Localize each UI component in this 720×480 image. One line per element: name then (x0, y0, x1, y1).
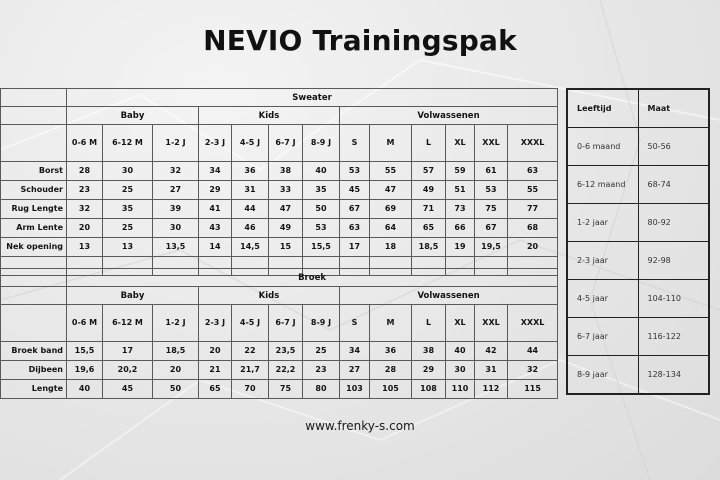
table-cell: 57 (412, 162, 446, 181)
table-cell: 103 (340, 380, 370, 399)
age-cell: 1-2 jaar (568, 204, 639, 242)
age-cell: 0-6 maand (568, 128, 639, 166)
broek-heading: Broek (67, 269, 558, 287)
table-cell: 20 (199, 342, 232, 361)
size-header: 8-9 J (303, 125, 340, 162)
age-table-header-row (568, 90, 709, 128)
age-table-row (568, 242, 709, 280)
table-cell: 21 (199, 361, 232, 380)
age-table-row (568, 356, 709, 394)
table-cell: 65 (412, 219, 446, 238)
table-cell: 49 (412, 181, 446, 200)
size-header: L (412, 305, 446, 342)
age-size-table (567, 89, 709, 394)
table-cell: 18 (370, 238, 412, 257)
table-cell: 40 (446, 342, 475, 361)
size-range-cell: 80-92 (638, 204, 709, 242)
table-cell: 19,6 (67, 361, 103, 380)
table-cell: 20 (67, 219, 103, 238)
table-cell: 29 (412, 361, 446, 380)
table-cell: 20 (153, 361, 199, 380)
table-cell: 51 (446, 181, 475, 200)
age-table-row (568, 318, 709, 356)
table-cell: 66 (446, 219, 475, 238)
table-cell: 33 (269, 181, 303, 200)
size-header: 4-5 J (232, 305, 269, 342)
corner-cell (1, 89, 67, 107)
table-cell: 50 (303, 200, 340, 219)
table-cell: 75 (269, 380, 303, 399)
size-range-cell: 92-98 (638, 242, 709, 280)
size-range-cell: 68-74 (638, 166, 709, 204)
table-cell: 40 (67, 380, 103, 399)
age-header-maat: Maat (638, 90, 709, 128)
size-header: XXXL (508, 305, 558, 342)
table-cell: 27 (340, 361, 370, 380)
table-cell: 44 (508, 342, 558, 361)
table-cell: 108 (412, 380, 446, 399)
group-header: Baby (67, 107, 199, 125)
table-cell: 45 (103, 380, 153, 399)
table-cell: 61 (475, 162, 508, 181)
table-cell: 25 (103, 181, 153, 200)
age-header-leeftijd: Leeftijd (568, 90, 639, 128)
broek-group-row (1, 287, 558, 305)
size-header: 0-6 M (67, 305, 103, 342)
table-cell: 47 (370, 181, 412, 200)
table-cell: 39 (153, 200, 199, 219)
table-cell: 65 (199, 380, 232, 399)
size-header: 6-12 M (103, 125, 153, 162)
row-label: Schouder (1, 181, 67, 200)
table-cell: 15 (269, 238, 303, 257)
table-cell: 30 (103, 162, 153, 181)
age-cell: 6-12 maand (568, 166, 639, 204)
table-cell: 63 (340, 219, 370, 238)
table-cell: 29 (199, 181, 232, 200)
table-cell: 42 (475, 342, 508, 361)
table-cell: 19 (446, 238, 475, 257)
size-header: M (370, 125, 412, 162)
row-label: Dijbeen (1, 361, 67, 380)
table-cell: 68 (508, 219, 558, 238)
table-cell: 70 (232, 380, 269, 399)
table-row (1, 200, 558, 219)
table-cell: 28 (370, 361, 412, 380)
broek-size-row (1, 305, 558, 342)
table-cell: 47 (269, 200, 303, 219)
broek-size-table (0, 268, 558, 399)
size-header: 2-3 J (199, 305, 232, 342)
table-cell: 112 (475, 380, 508, 399)
group-header: Baby (67, 287, 199, 305)
size-header: M (370, 305, 412, 342)
table-cell: 46 (232, 219, 269, 238)
page-title: NEVIO Trainingspak (203, 24, 517, 57)
table-cell: 115 (508, 380, 558, 399)
table-cell: 55 (370, 162, 412, 181)
size-header: 1-2 J (153, 125, 199, 162)
table-cell: 45 (340, 181, 370, 200)
broek-heading-row (1, 269, 558, 287)
size-header: 0-6 M (67, 125, 103, 162)
table-cell: 40 (303, 162, 340, 181)
table-cell: 31 (475, 361, 508, 380)
group-header: Volwassenen (340, 287, 558, 305)
table-cell: 38 (412, 342, 446, 361)
table-cell: 36 (232, 162, 269, 181)
table-cell: 71 (412, 200, 446, 219)
website-url: www.frenky-s.com (305, 419, 415, 433)
size-range-cell: 116-122 (638, 318, 709, 356)
row-label: Borst (1, 162, 67, 181)
row-label: Rug Lengte (1, 200, 67, 219)
table-cell: 77 (508, 200, 558, 219)
table-cell: 36 (370, 342, 412, 361)
table-cell: 75 (475, 200, 508, 219)
size-header: XXL (475, 125, 508, 162)
table-cell: 32 (153, 162, 199, 181)
row-label: Arm Lente (1, 219, 67, 238)
table-cell: 32 (67, 200, 103, 219)
sweater-heading: Sweater (67, 89, 558, 107)
table-cell: 55 (508, 181, 558, 200)
size-header: L (412, 125, 446, 162)
table-cell: 14 (199, 238, 232, 257)
table-cell: 28 (67, 162, 103, 181)
sweater-heading-row (1, 89, 558, 107)
table-cell: 73 (446, 200, 475, 219)
age-cell: 6-7 jaar (568, 318, 639, 356)
size-header: XXXL (508, 125, 558, 162)
table-cell: 17 (340, 238, 370, 257)
table-cell: 44 (232, 200, 269, 219)
table-row (1, 181, 558, 200)
sweater-group-row (1, 107, 558, 125)
age-table-row (568, 166, 709, 204)
corner-cell (1, 287, 67, 305)
size-header: 8-9 J (303, 305, 340, 342)
table-cell: 31 (232, 181, 269, 200)
table-row (1, 342, 558, 361)
size-header: S (340, 125, 370, 162)
age-table-row (568, 128, 709, 166)
size-header: XXL (475, 305, 508, 342)
row-label: Broek band (1, 342, 67, 361)
table-cell: 13,5 (153, 238, 199, 257)
age-cell: 2-3 jaar (568, 242, 639, 280)
table-cell: 35 (103, 200, 153, 219)
table-cell: 18,5 (153, 342, 199, 361)
table-cell: 63 (508, 162, 558, 181)
table-cell: 14,5 (232, 238, 269, 257)
group-header: Kids (199, 287, 340, 305)
table-cell: 67 (340, 200, 370, 219)
table-cell: 50 (153, 380, 199, 399)
table-row (1, 238, 558, 257)
table-cell: 19,5 (475, 238, 508, 257)
size-header: 6-7 J (269, 305, 303, 342)
table-cell: 15,5 (303, 238, 340, 257)
group-header: Volwassenen (340, 107, 558, 125)
table-cell: 30 (153, 219, 199, 238)
age-table-row (568, 280, 709, 318)
table-cell: 20,2 (103, 361, 153, 380)
table-cell: 53 (475, 181, 508, 200)
table-cell: 22,2 (269, 361, 303, 380)
table-cell: 80 (303, 380, 340, 399)
table-cell: 105 (370, 380, 412, 399)
table-cell: 41 (199, 200, 232, 219)
size-header: 4-5 J (232, 125, 269, 162)
sweater-size-table (0, 88, 558, 276)
table-cell: 20 (508, 238, 558, 257)
table-cell: 49 (269, 219, 303, 238)
table-cell: 23,5 (269, 342, 303, 361)
table-cell: 43 (199, 219, 232, 238)
table-cell: 34 (199, 162, 232, 181)
table-cell: 22 (232, 342, 269, 361)
table-cell: 13 (67, 238, 103, 257)
corner-cell (1, 305, 67, 342)
size-header: XL (446, 125, 475, 162)
table-cell: 59 (446, 162, 475, 181)
table-cell: 18,5 (412, 238, 446, 257)
size-header: 1-2 J (153, 305, 199, 342)
table-cell: 23 (303, 361, 340, 380)
table-row (1, 380, 558, 399)
size-header: 2-3 J (199, 125, 232, 162)
age-size-panel (566, 88, 710, 395)
table-cell: 38 (269, 162, 303, 181)
table-cell: 53 (340, 162, 370, 181)
table-row (1, 162, 558, 181)
table-cell: 35 (303, 181, 340, 200)
table-cell: 15,5 (67, 342, 103, 361)
corner-cell (1, 107, 67, 125)
size-header: 6-7 J (269, 125, 303, 162)
size-header: XL (446, 305, 475, 342)
corner-cell (1, 269, 67, 287)
size-range-cell: 128-134 (638, 356, 709, 394)
table-cell: 30 (446, 361, 475, 380)
table-cell: 110 (446, 380, 475, 399)
group-header: Kids (199, 107, 340, 125)
table-cell: 32 (508, 361, 558, 380)
table-cell: 69 (370, 200, 412, 219)
age-cell: 8-9 jaar (568, 356, 639, 394)
table-cell: 64 (370, 219, 412, 238)
table-cell: 27 (153, 181, 199, 200)
table-cell: 23 (67, 181, 103, 200)
row-label: Lengte (1, 380, 67, 399)
table-cell: 13 (103, 238, 153, 257)
table-row (1, 361, 558, 380)
table-cell: 21,7 (232, 361, 269, 380)
sweater-size-row (1, 125, 558, 162)
table-cell: 25 (303, 342, 340, 361)
size-header: 6-12 M (103, 305, 153, 342)
age-table-row (568, 204, 709, 242)
corner-cell (1, 125, 67, 162)
size-header: S (340, 305, 370, 342)
table-cell: 34 (340, 342, 370, 361)
table-cell: 17 (103, 342, 153, 361)
row-label: Nek opening (1, 238, 67, 257)
table-row (1, 219, 558, 238)
table-cell: 67 (475, 219, 508, 238)
size-range-cell: 104-110 (638, 280, 709, 318)
table-cell: 25 (103, 219, 153, 238)
table-cell: 53 (303, 219, 340, 238)
age-cell: 4-5 jaar (568, 280, 639, 318)
size-range-cell: 50-56 (638, 128, 709, 166)
